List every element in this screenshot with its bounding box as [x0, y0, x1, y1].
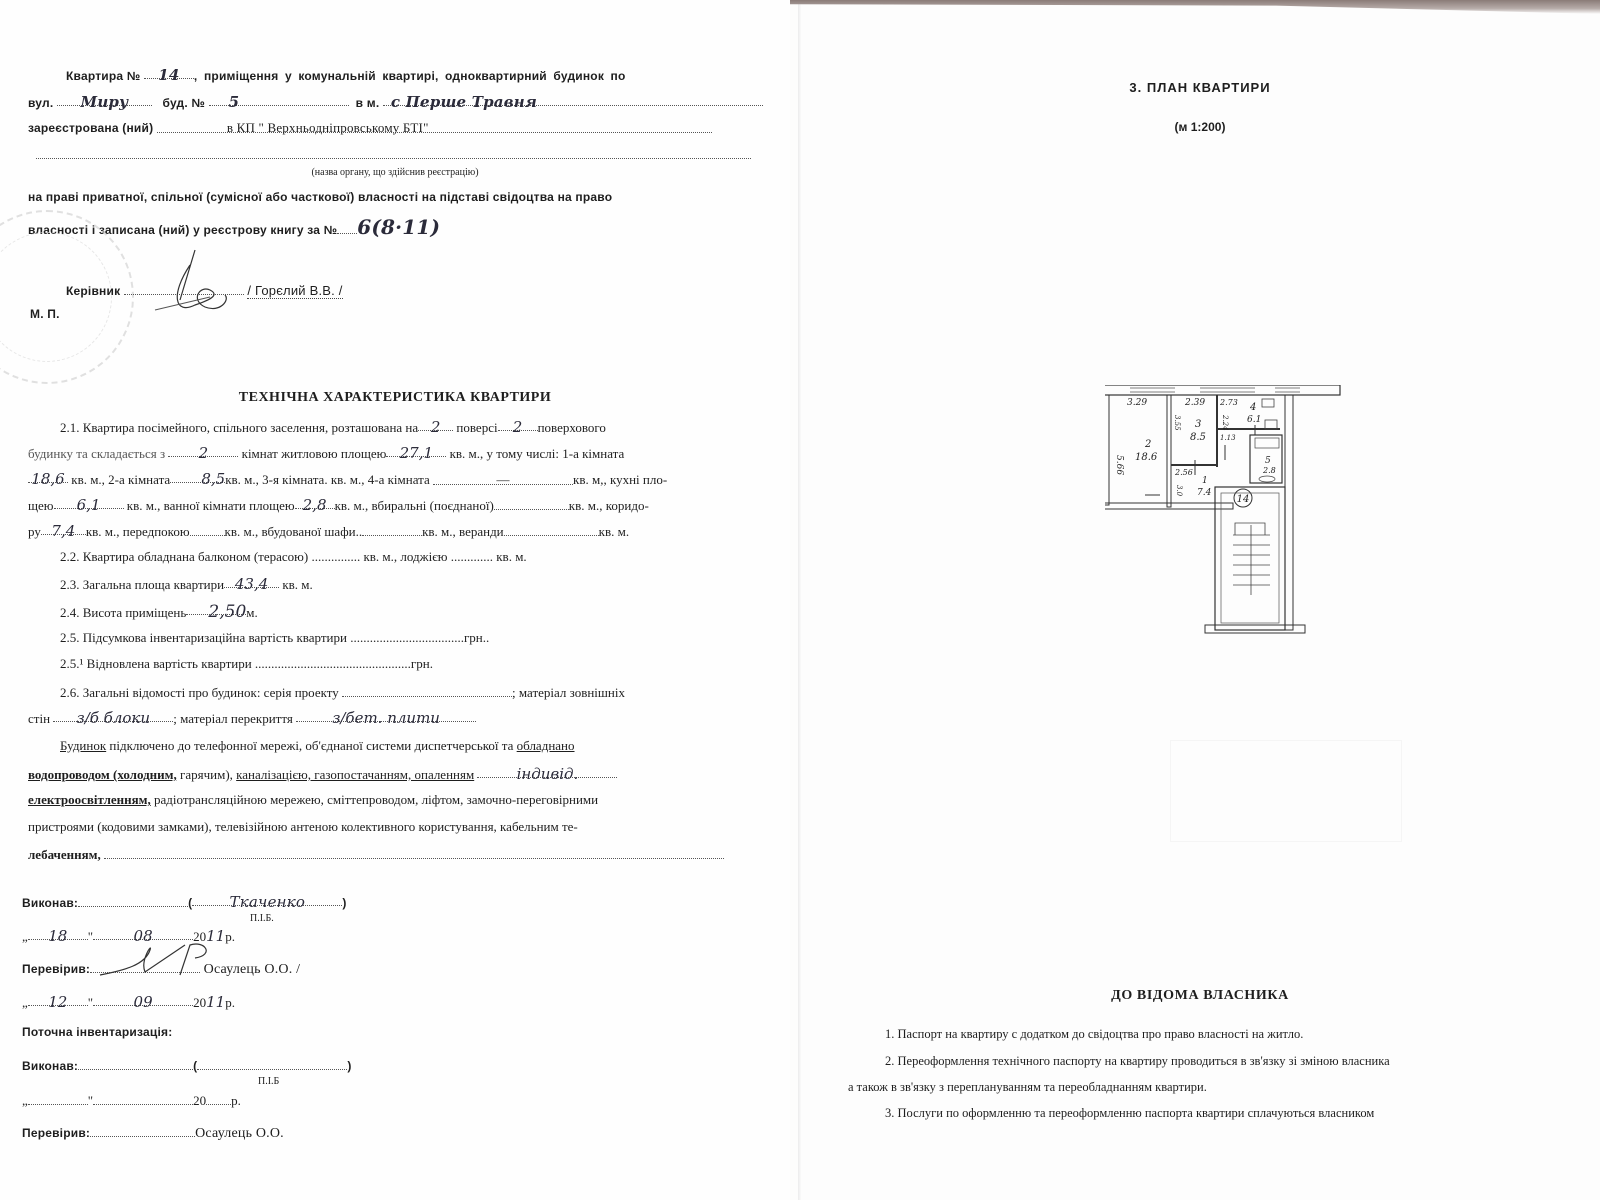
checked2-label: Перевірив: — [22, 1126, 91, 1140]
rooms-value: 2 — [198, 444, 209, 462]
room2-no: 2 — [1145, 439, 1152, 450]
notice-item-1: 1. Паспорт на квартиру с додатком до свідоцтва про право власності на житло. — [885, 1027, 1304, 1041]
ownership-line: на праві приватної, спільної (сумісної або часткової) власності на підставі свідоцтва на право — [28, 190, 613, 204]
veranda-field — [504, 523, 599, 536]
director-name: / Горєлий В.В. / — [247, 283, 343, 298]
blank-field — [36, 146, 751, 159]
height-value: 2,50 — [208, 602, 247, 622]
pib-caption-2: П.І.Б — [258, 1076, 280, 1087]
p21-t8: кв. м., 3-я кімната. кв. м., 4-а кімната — [225, 472, 430, 487]
book-line — [28, 215, 758, 239]
room5-area: 2.8 — [1263, 466, 1276, 475]
executed-line: Виконав: ( Ткаченко ) — [22, 893, 347, 911]
tech-2-1-line2 — [28, 444, 758, 462]
p21-t16: кв. м., вбудованої шафи.. — [224, 524, 363, 539]
p26-t1: 2.6. Загальні відомості про будинок: серія проекту — [60, 685, 339, 700]
heating-field — [477, 765, 617, 783]
notice-title: ДО ВІДОМА ВЛАСНИКА — [1111, 988, 1289, 1003]
p21-t14: ру — [28, 524, 41, 539]
date2-month-field — [93, 993, 193, 1011]
date1-suffix: р. — [225, 929, 235, 944]
tech-2-1-line4 — [28, 496, 758, 514]
walls-field — [53, 709, 173, 727]
apartment-no: 14 — [158, 66, 180, 84]
util-water: водопроводом (холодним, — [28, 767, 177, 782]
height-label: 2.4. Висота приміщень — [60, 605, 187, 620]
executed-name: Ткаченко — [229, 893, 306, 911]
hallway-field — [190, 523, 225, 536]
height-field — [186, 602, 247, 622]
p26-t2: ; матеріал зовнішніх — [512, 685, 625, 700]
room4-area: 6.1 — [1247, 415, 1262, 425]
total-area-unit: кв. м. — [282, 577, 313, 592]
label-street: вул. — [28, 96, 54, 110]
checker-signature-icon — [95, 940, 235, 980]
executed2-line: Виконав: ( ) — [22, 1059, 352, 1073]
date1-day: 18 — [48, 927, 68, 945]
label-registered: зареєстрована (ний) — [28, 121, 154, 135]
p21-t17: кв. м., веранди — [422, 524, 504, 539]
room4-width: 2.73 — [1220, 398, 1238, 407]
page-gutter — [798, 0, 801, 1200]
date1-year-prefix: 20 — [193, 929, 207, 944]
p21-t11: кв. м., ванної кімнати площею — [126, 498, 295, 513]
util-sewage-gas-heating: каналізацією, газопостачанням, опаленням — [236, 767, 475, 782]
p21-t2: поверсі — [456, 420, 498, 435]
room3-no: 3 — [1195, 419, 1202, 430]
book-dots — [337, 221, 357, 234]
left-page — [0, 0, 790, 1200]
p21-t6: кв. м., у тому числі: 1-а кімната — [449, 446, 625, 461]
kitchen-field — [54, 496, 124, 514]
tech-2-6-line1 — [60, 684, 760, 701]
apartment-no-field — [144, 66, 194, 84]
corridor-field — [41, 522, 86, 540]
tech-2-5: 2.5. Підсумкова інвентаризаційна вартість квартири ...................................грн.. — [60, 630, 490, 645]
utilities-line2 — [28, 765, 758, 783]
util-l1b: підключено до телефонної мережі, об'єднаної системи диспетчерської та — [106, 738, 517, 753]
room3-length: 3.55 — [1173, 415, 1181, 431]
seal-label: М. П. — [30, 307, 60, 321]
util-l3b: радіотрансляційною мережею, сміттепроводом, ліфтом, замочно-переговірними — [150, 792, 599, 807]
cable-field — [104, 846, 724, 859]
building-field — [209, 93, 349, 111]
tech-2-3 — [60, 575, 790, 593]
room2-area: 18.6 — [1135, 452, 1158, 463]
room2-length: 5.66 — [1114, 455, 1124, 476]
executed2-name-field — [197, 1057, 347, 1070]
toilet-field — [494, 497, 569, 510]
living-area-field — [386, 444, 446, 462]
room4-length: 2.24 — [1221, 415, 1229, 431]
date1-line: „ 18 " 08 2011р. — [22, 927, 235, 945]
height-unit: м. — [246, 605, 258, 620]
checked2-name: Осаулець О.О. — [195, 1126, 284, 1141]
room2-value: 8,5 — [201, 470, 226, 488]
utilities-line4: пристроями (кодовими замками), телевізійною антеною колективного користування, кабельним те- — [28, 819, 578, 834]
label-building: буд. № — [162, 96, 206, 110]
total-area-value: 43,4 — [234, 575, 269, 593]
room5-width: 1.13 — [1220, 434, 1236, 442]
executed-label: Виконав: — [22, 896, 79, 910]
registrar-value: в КП " Верхньодніпровському БТІ" — [226, 120, 429, 135]
util-cable: лебаченням, — [28, 847, 101, 862]
date2-year: 11 — [206, 993, 226, 1011]
total-area-field — [224, 575, 279, 593]
room3-area: 8.5 — [1190, 432, 1206, 443]
total-area-label: 2.3. Загальна площа квартири — [60, 577, 225, 592]
room1-field — [28, 470, 68, 488]
notice-item-2: 2. Переоформлення технічного паспорту на квартиру проводиться в зв'язку зі зміною власника — [885, 1054, 1390, 1068]
tech-section-title: ТЕХНІЧНА ХАРАКТЕРИСТИКА КВАРТИРИ — [238, 390, 552, 405]
room1-width: 2.56 — [1175, 468, 1193, 477]
p21-t4: будинку та складається з — [28, 446, 166, 461]
executed2-label: Виконав: — [22, 1059, 79, 1073]
living-area-value: 27,1 — [399, 444, 434, 462]
utilities-line5 — [28, 846, 758, 863]
registrar-caption: (назва органу, що здійснив реєстрацію) — [311, 167, 479, 178]
date1-year: 11 — [206, 927, 226, 945]
building-no: 5 — [228, 93, 240, 111]
registrar-line-2 — [36, 146, 766, 163]
notice-item-2b: а також в зв'язку з переплануванням та переобладнанням квартири. — [848, 1080, 1207, 1094]
checked-name: Осаулець О.О. / — [203, 962, 301, 977]
p21-num: 2.1. — [60, 420, 80, 435]
tech-2-2: 2.2. Квартира обладнана балконом (терасою) ............... кв. м., лоджією ............. кв. м. — [60, 549, 527, 564]
director-label: Керівник — [66, 284, 121, 298]
room1-length: 3.0 — [1175, 485, 1183, 497]
ceiling-field — [296, 709, 476, 727]
city-field — [383, 93, 763, 111]
date3-year-prefix: 20 — [193, 1093, 207, 1108]
p21-t10: щею — [28, 498, 54, 513]
heating-value: індивід. — [516, 765, 579, 783]
floor-value: 2 — [430, 418, 441, 436]
room2-width: 3.29 — [1127, 398, 1148, 408]
project-series-field — [342, 684, 512, 697]
pib-caption-1: П.І.Б. — [250, 913, 274, 924]
tech-2-1-line5 — [28, 522, 758, 540]
floors-total-value: 2 — [512, 418, 523, 436]
date3-line: „ " 20 р. — [22, 1093, 241, 1108]
date3-day-field — [28, 1092, 88, 1105]
executed2-sign-field — [78, 1057, 193, 1070]
room4-value: — — [496, 472, 510, 487]
p21-t3: поверхового — [537, 420, 606, 435]
tech-2-6-line2 — [28, 709, 758, 727]
date2-day-field — [28, 993, 88, 1011]
p21-t13: кв. м., коридо- — [568, 498, 649, 513]
p21-t12: кв. м., вбиральні (поєднаної) — [334, 498, 494, 513]
notice-item-3: 3. Послуги по оформленню та переоформленню паспорта квартири сплачуються власником — [885, 1106, 1375, 1120]
book-no: 6(8·11) — [357, 215, 441, 239]
p21-t7: кв. м., 2-а кімната — [71, 472, 171, 487]
room2-field — [170, 470, 226, 488]
p26-t4: ; матеріал перекриття — [173, 711, 293, 726]
registrar-field — [157, 120, 712, 133]
util-hot: гарячим), — [176, 767, 237, 782]
rooms-field — [168, 444, 238, 462]
faint-stamp — [1170, 740, 1402, 842]
apartment-marker: 14 — [1236, 494, 1250, 505]
label-city: в м. — [355, 96, 380, 110]
p21-t15: кв. м., передпокою — [85, 524, 190, 539]
kitchen-value: 6,1 — [76, 496, 101, 514]
date1-day-field — [28, 927, 88, 945]
walls-value: з/б блоки — [76, 709, 151, 727]
address-line — [28, 93, 758, 110]
book-line-text: власності і записана (ний) у реєстрову книгу за № — [28, 223, 338, 237]
apartment-line — [66, 66, 756, 83]
room4-no: 4 — [1250, 402, 1257, 413]
p21-t9: кв. м,, кухні пло- — [573, 472, 668, 487]
bathroom-value: 2,8 — [302, 496, 327, 514]
apartment-line-rest: , приміщення у комунальній квартирі, одноквартирний будинок по — [193, 69, 626, 83]
street-value: Миру — [80, 93, 129, 111]
date2-year-prefix: 20 — [193, 995, 207, 1010]
date3-suffix: р. — [231, 1093, 241, 1108]
date2-line: „ 12 " 09 2011р. — [22, 993, 235, 1011]
date3-month-field — [93, 1092, 193, 1105]
tech-2-1-line3 — [28, 470, 758, 488]
date2-month: 09 — [133, 993, 153, 1011]
util-electric: електроосвітленням, — [28, 792, 151, 807]
util-building: Будинок — [60, 738, 107, 753]
checked2-line — [22, 1124, 752, 1142]
room1-area: 7.4 — [1197, 488, 1212, 498]
current-inventory-label: Поточна інвентаризація: — [22, 1025, 173, 1039]
label-apartment: Квартира № — [66, 69, 141, 83]
date2-suffix: р. — [225, 995, 235, 1010]
utilities-line1 — [60, 738, 760, 754]
room5-no: 5 — [1265, 456, 1271, 466]
p21-t18: кв. м. — [598, 524, 630, 539]
util-equipped: обладнано — [516, 738, 575, 753]
bathroom-field — [295, 496, 335, 514]
room1-no: 1 — [1202, 476, 1208, 486]
utilities-line3 — [28, 792, 758, 808]
executed-sign-field — [78, 894, 188, 907]
p21-t5: кімнат житловою площею — [241, 446, 387, 461]
closet-field — [362, 523, 422, 536]
ceiling-value: з/бет. плити — [332, 709, 440, 727]
room3-width: 2.39 — [1185, 398, 1206, 408]
tech-2-1-line1 — [60, 418, 760, 436]
date1-month-field — [93, 927, 193, 945]
checked2-sign-field — [90, 1124, 195, 1137]
executed-name-field — [192, 893, 342, 911]
p26-t3: стін — [28, 711, 51, 726]
tech-2-5a: 2.5.¹ Відновлена вартість квартири ................................................грн. — [60, 656, 433, 671]
p21-t1: Квартира посімейного, спільного заселення, розташована на — [82, 420, 419, 435]
street-field — [57, 93, 152, 111]
floor-plan — [1105, 385, 1345, 645]
date2-day: 12 — [48, 993, 68, 1011]
date1-month: 08 — [133, 927, 153, 945]
checked-label: Перевірив: — [22, 962, 91, 976]
plan-scale: (м 1:200) — [1174, 120, 1226, 134]
registration-line — [28, 120, 758, 135]
date3-year-field — [206, 1092, 231, 1105]
plan-title: 3. ПЛАН КВАРТИРИ — [1129, 80, 1271, 95]
city-value: с Перше Травня — [390, 93, 538, 111]
corridor-value: 7,4 — [51, 522, 76, 540]
floor-field — [418, 418, 453, 436]
floors-total-field — [498, 418, 538, 436]
room4-field — [433, 472, 573, 485]
tech-2-4 — [60, 602, 790, 621]
room1-value: 18,6 — [31, 470, 65, 488]
